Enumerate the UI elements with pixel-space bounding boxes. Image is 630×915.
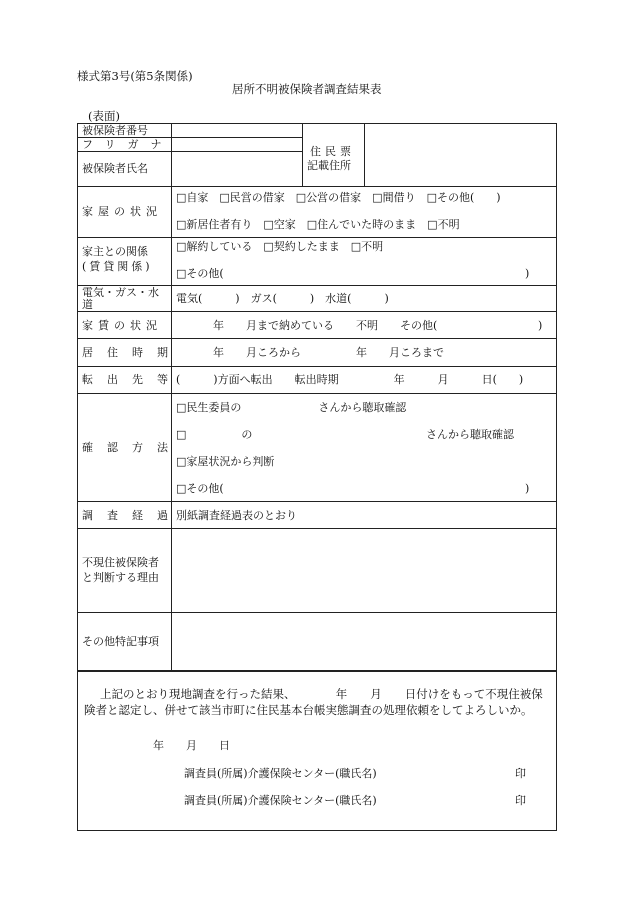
utilities-label-1: 電気・ガス・水: [82, 286, 159, 299]
furigana-label: フリガナ: [82, 138, 174, 151]
confirm-method-label: 確認方法: [82, 441, 182, 454]
investigator-2: 調査員(所属)介護保険センター(職氏名): [184, 794, 377, 807]
row-line: [77, 612, 557, 613]
row-line: [77, 151, 302, 152]
house-status-options-2[interactable]: □新居住者有り □空家 □住んでいた時のまま □不明: [176, 218, 460, 231]
rent-status-value[interactable]: 年 月まで納めている 不明 その他(: [213, 319, 438, 332]
address-divider-right: [364, 123, 365, 186]
registered-address-label-1: 住民票: [310, 145, 355, 158]
landlord-options-1[interactable]: □解約している □契約したまま □不明: [176, 240, 384, 253]
confirm-method-2-start[interactable]: □ の: [176, 428, 253, 441]
confirm-method-2-end: さんから聴取確認: [426, 428, 514, 441]
row-line: [77, 393, 557, 394]
footer-statement: 上記のとおり現地調査を行った結果、 年 月 日付けをもって不現住被保険者と認定し、併せて該当市町に住民基本台帳実態調査の処理依頼をしてよろしいか。: [84, 687, 543, 717]
form-number: 様式第3号(第5条関係): [77, 69, 193, 83]
survey-process-label: 調査経過: [82, 509, 182, 522]
insured-number-label: 被保険者番号: [82, 124, 148, 137]
landlord-label-2: (賃貸関係): [82, 260, 153, 273]
investigator-1: 調査員(所属)介護保険センター(職氏名): [184, 767, 377, 780]
utilities-value[interactable]: 電気( ) ガス( ) 水道( ): [176, 292, 389, 305]
row-line: [77, 501, 557, 502]
landlord-label-1: 家主との関係: [82, 245, 148, 258]
insured-name-label: 被保険者氏名: [82, 162, 148, 175]
house-status-options-1[interactable]: □自家 □民営の借家 □公営の借家 □間借り □その他( ): [176, 191, 501, 204]
seal-1: 印: [515, 767, 526, 780]
row-line: [77, 528, 557, 529]
survey-process-value[interactable]: 別紙調査経過表のとおり: [176, 509, 297, 522]
residence-period-value[interactable]: 年 月ころから 年 月ころまで: [213, 346, 444, 359]
footer-date: 年 月 日: [153, 739, 230, 752]
landlord-other-end: ): [525, 267, 530, 280]
seal-2: 印: [515, 794, 526, 807]
reason-label-2: と判断する理由: [82, 571, 159, 584]
page-title: 居所不明被保険者調査結果表: [232, 82, 382, 96]
registered-address-label-2: 記載住所: [307, 159, 351, 172]
rent-status-label: 家賃の状況: [82, 319, 162, 332]
confirm-method-4-start[interactable]: □その他(: [176, 482, 224, 495]
other-notes-label: その他特記事項: [82, 635, 159, 648]
reason-label-1: 不現住被保険者: [82, 556, 159, 569]
row-line: [77, 338, 557, 339]
rent-status-end: ): [538, 319, 543, 332]
moved-to-label: 転出先等: [82, 373, 182, 386]
moved-to-value[interactable]: ( )方面へ転出 転出時期 年 月 日( ): [176, 373, 524, 386]
house-status-label: 家屋の状況: [82, 205, 162, 218]
row-line: [77, 311, 557, 312]
residence-period-label: 居住時期: [82, 346, 182, 359]
confirm-method-3[interactable]: □家屋状況から判断: [176, 455, 275, 468]
landlord-other-start[interactable]: □その他(: [176, 267, 224, 280]
utilities-label-2: 道: [82, 298, 93, 311]
row-line: [77, 186, 557, 187]
row-line: [77, 366, 557, 367]
side-label: (表面): [88, 109, 120, 123]
confirm-method-1[interactable]: □民生委員の さんから聴取確認: [176, 401, 407, 414]
confirm-method-4-end: ): [525, 482, 530, 495]
label-divider: [171, 123, 172, 671]
address-divider-left: [302, 123, 303, 186]
row-line: [77, 237, 557, 238]
